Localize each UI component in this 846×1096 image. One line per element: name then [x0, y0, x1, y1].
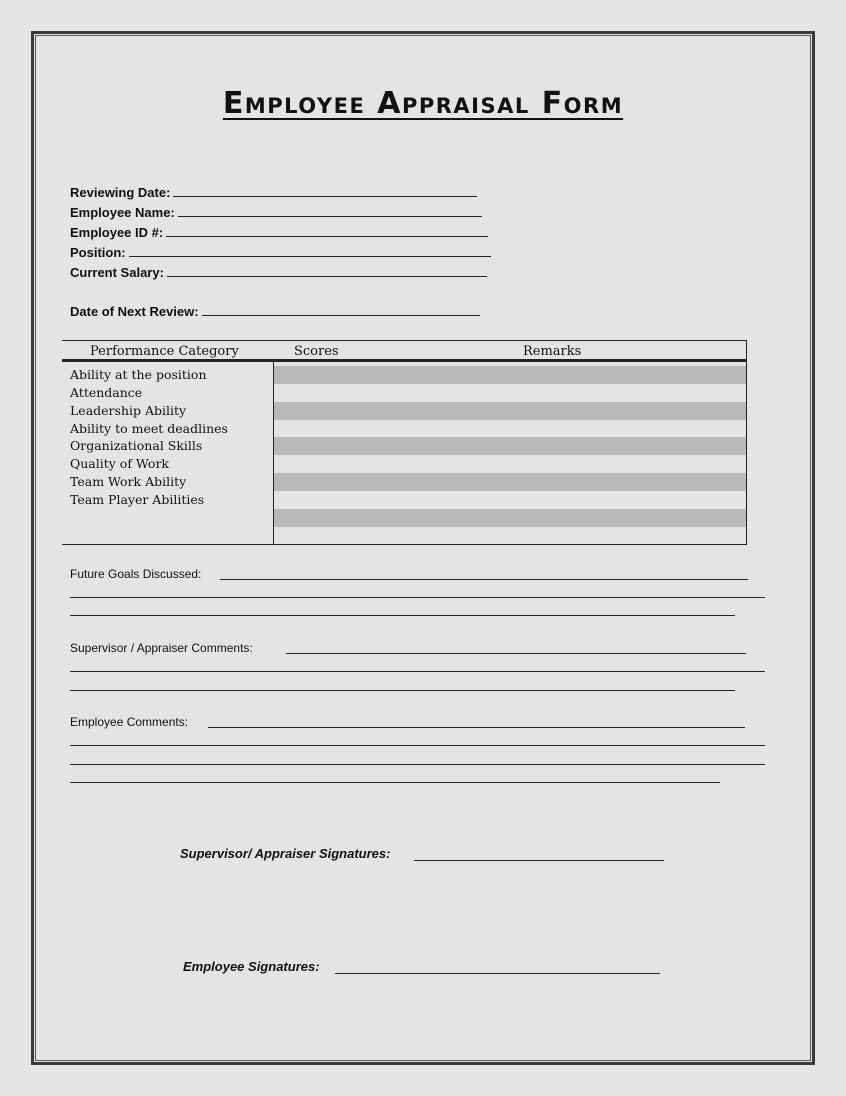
future-goals-label: Future Goals Discussed:	[70, 567, 202, 581]
position-field[interactable]	[129, 244, 491, 257]
category-item: Team Work Ability	[70, 474, 187, 489]
position-label: Position:	[70, 245, 126, 260]
header-scores: Scores	[294, 344, 339, 359]
future-goals-line[interactable]	[70, 597, 765, 598]
future-goals-line[interactable]	[70, 615, 735, 616]
employee-comments-line[interactable]	[70, 764, 765, 765]
category-item: Quality of Work	[70, 456, 170, 471]
current-salary-row	[70, 264, 487, 280]
employee-signature-row	[183, 959, 320, 974]
header-remarks: Remarks	[523, 344, 582, 359]
supervisor-signature-row	[180, 846, 390, 861]
employee-id-row	[70, 224, 488, 240]
future-goals-line[interactable]	[220, 579, 748, 580]
reviewing-date-row	[70, 184, 477, 200]
form-title-text: Employee Appraisal Form	[222, 86, 624, 121]
employee-name-label: Employee Name:	[70, 205, 175, 220]
supervisor-comments-line[interactable]	[70, 690, 735, 691]
current-salary-label: Current Salary:	[70, 265, 164, 280]
supervisor-comments-line[interactable]	[286, 653, 746, 654]
employee-signature-line[interactable]	[335, 973, 660, 974]
employee-name-row	[70, 204, 482, 220]
category-item: Team Player Abilities	[70, 492, 205, 507]
header-performance-category: Performance Category	[90, 344, 239, 359]
reviewing-date-field[interactable]	[173, 184, 477, 197]
employee-signature-label: Employee Signatures:	[183, 959, 320, 974]
current-salary-field[interactable]	[167, 264, 487, 277]
employee-comments-line[interactable]	[70, 745, 765, 746]
supervisor-signature-label: Supervisor/ Appraiser Signatures:	[180, 846, 391, 861]
employee-id-label: Employee ID #:	[70, 225, 164, 240]
employee-id-field[interactable]	[166, 224, 488, 237]
score-row-shaded[interactable]	[274, 366, 746, 384]
category-item: Organizational Skills	[70, 438, 203, 453]
position-row	[70, 244, 491, 260]
employee-comments-line[interactable]	[208, 727, 745, 728]
next-review-field[interactable]	[202, 303, 480, 316]
score-row-shaded[interactable]	[274, 509, 746, 527]
score-row-shaded[interactable]	[274, 402, 746, 420]
employee-comments-label: Employee Comments:	[70, 715, 189, 729]
category-item: Ability at the position	[70, 367, 207, 382]
category-item: Ability to meet deadlines	[70, 421, 228, 436]
next-review-row	[70, 303, 480, 319]
employee-comments-line[interactable]	[70, 782, 720, 783]
supervisor-comments-line[interactable]	[70, 671, 765, 672]
score-row-shaded[interactable]	[274, 473, 746, 491]
supervisor-comments-label: Supervisor / Appraiser Comments:	[70, 641, 253, 655]
category-item: Attendance	[70, 385, 143, 400]
score-row-shaded[interactable]	[274, 437, 746, 455]
employee-name-field[interactable]	[178, 204, 482, 217]
performance-table	[62, 340, 747, 545]
supervisor-signature-line[interactable]	[414, 860, 664, 861]
table-header	[62, 341, 746, 362]
category-item: Leadership Ability	[70, 403, 187, 418]
reviewing-date-label: Reviewing Date:	[70, 185, 171, 200]
next-review-label: Date of Next Review:	[70, 304, 199, 319]
form-title	[0, 86, 846, 121]
